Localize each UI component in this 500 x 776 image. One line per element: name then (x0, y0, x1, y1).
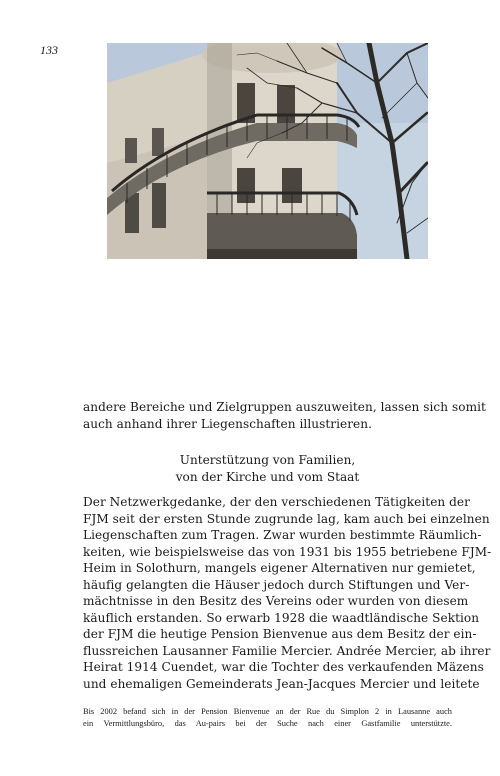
text-line: häufig gelangten die Häuser jedoch durch Stiftungen und Ver- (83, 577, 470, 592)
text-line: der FJM die heutige Pension Bienvenue aus dem Besitz der ein- (83, 627, 477, 641)
heading-line: Unterstützung von Familien, (179, 453, 356, 467)
text-line: Der Netzwerkgedanke, der den verschiedenen Tätigkeiten der (83, 495, 470, 509)
section-heading (83, 452, 452, 486)
text-line: flussreichen Lausanner Familie Mercier. Andrée Mercier, ab ihrer (83, 643, 491, 658)
text-line: keiten, wie beispielsweise das von 1931 bis 1955 betriebene FJM- (83, 544, 492, 559)
text-line: Heirat 1914 Cuendet, war die Tochter des verkaufenden Mäzens (83, 660, 484, 674)
paragraph-continuation (83, 399, 486, 432)
building-photo-illustration (107, 43, 428, 259)
body-paragraph (83, 494, 492, 692)
text-line: und ehemaligen Gemeinderats Jean-Jacques Mercier und leitete (83, 676, 480, 691)
text-line: käuflich erstanden. So erwarb 1928 die waadtländische Sektion (83, 610, 480, 625)
text-line: mächtnisse in den Besitz des Vereins oder wurden von diesem (83, 594, 469, 608)
text-line: Liegenschaften zum Tragen. Zwar wurden bestimmte Räumlich- (83, 528, 482, 542)
text-line: Heim in Solothurn, mangels eigener Alternativen nur gemietet, (83, 561, 476, 575)
text-line: FJM seit der ersten Stunde zugrunde lag, kam auch bei einzelnen (83, 511, 490, 526)
caption-line: ein Vermittlungsbüro, das Au-pairs bei der Suche nach einer Gastfamilie unterstützte. (83, 718, 452, 728)
caption-line: Bis 2002 befand sich in der Pension Bienvenue an der Rue du Simplon 2 in Lausanne auch (83, 707, 452, 716)
photo-caption (83, 706, 452, 729)
building-balcony-photo (107, 43, 428, 259)
text-line: auch anhand ihrer Liegenschaften illustrieren. (83, 416, 372, 431)
heading-line: von der Kirche und vom Staat (175, 470, 360, 484)
text-line: andere Bereiche und Zielgruppen auszuweiten, lassen sich somit (83, 400, 486, 414)
page-number: 133 (40, 43, 58, 57)
